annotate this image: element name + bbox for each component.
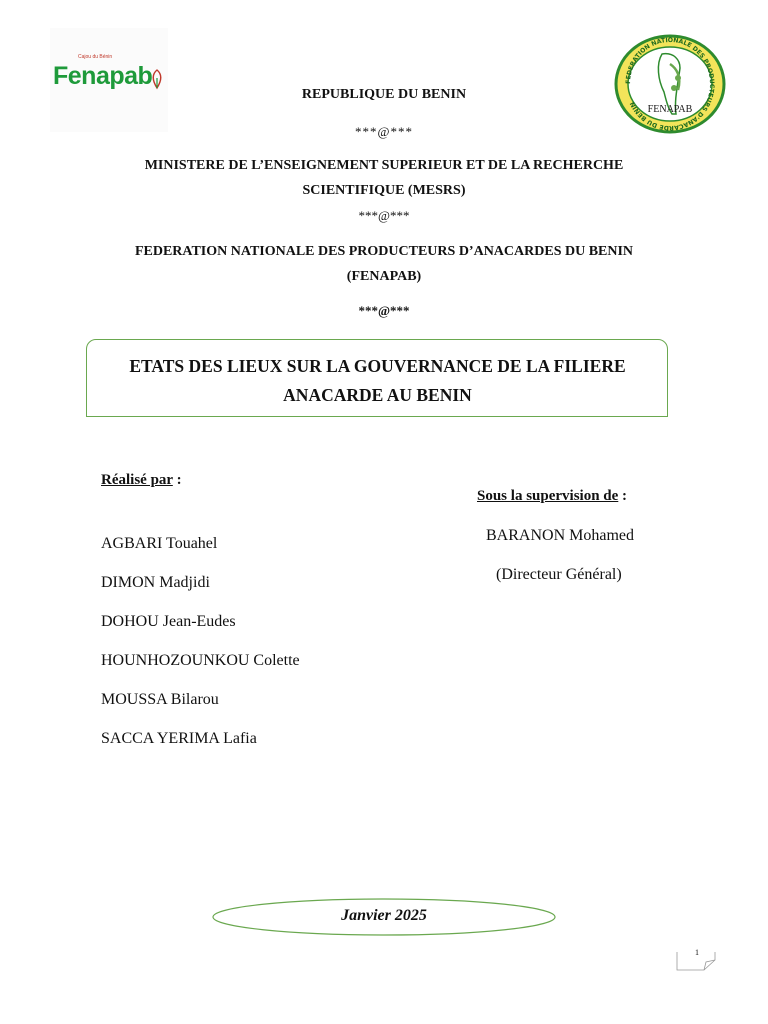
report-title xyxy=(100,352,655,410)
fenapab-logo xyxy=(50,28,168,132)
author-name: MOUSSA Bilarou xyxy=(101,691,219,708)
ministry-line-2: SCIENTIFIQUE (MESRS) xyxy=(302,183,466,198)
authors-colon: : xyxy=(172,472,182,488)
author-name: SACCA YERIMA Lafia xyxy=(101,730,257,747)
supervision-colon: : xyxy=(618,488,628,504)
report-title-line-1: ETATS DES LIEUX SUR LA GOUVERNANCE DE LA FILIERE xyxy=(129,356,626,376)
author-name: DOHOU Jean-Eudes xyxy=(101,613,236,630)
author-name: HOUNHOZOUNKOU Colette xyxy=(101,652,300,669)
separator: ***@*** xyxy=(358,208,410,223)
authors-heading xyxy=(101,472,182,489)
logo-tagline: Cajou du Bénin xyxy=(78,54,113,60)
supervision-heading xyxy=(477,488,627,505)
author-name: AGBARI Touahel xyxy=(101,535,218,552)
country-heading: REPUBLIQUE DU BENIN xyxy=(301,87,467,102)
page-number: 1 xyxy=(695,948,699,957)
supervision-label: Sous la supervision de xyxy=(477,488,619,504)
seal-ring-text: FEDERATION NATIONALE DES PRODUCTEURS D'ANACARDE DU BENIN xyxy=(624,36,716,132)
supervisor-role: (Directeur Général) xyxy=(496,566,622,583)
supervisor-name: BARANON Mohamed xyxy=(486,527,634,544)
federation-line-2: (FENAPAB) xyxy=(346,269,422,284)
authors-label: Réalisé par xyxy=(101,472,173,488)
logo-wordmark: Fenapab xyxy=(53,62,153,90)
separator: ***@*** xyxy=(355,124,413,139)
federation-line-1: FEDERATION NATIONALE DES PRODUCTEURS D’ANACARDES DU BENIN xyxy=(134,244,634,259)
separator: ***@*** xyxy=(358,303,410,318)
seal-name: FENAPAB xyxy=(647,104,693,115)
ministry-line-1: MINISTERE DE L’ENSEIGNEMENT SUPERIEUR ET DE LA RECHERCHE xyxy=(144,158,624,173)
author-name: DIMON Madjidi xyxy=(101,574,210,591)
report-title-line-2: ANACARDE AU BENIN xyxy=(283,385,472,405)
report-date: Janvier 2025 xyxy=(341,907,427,924)
